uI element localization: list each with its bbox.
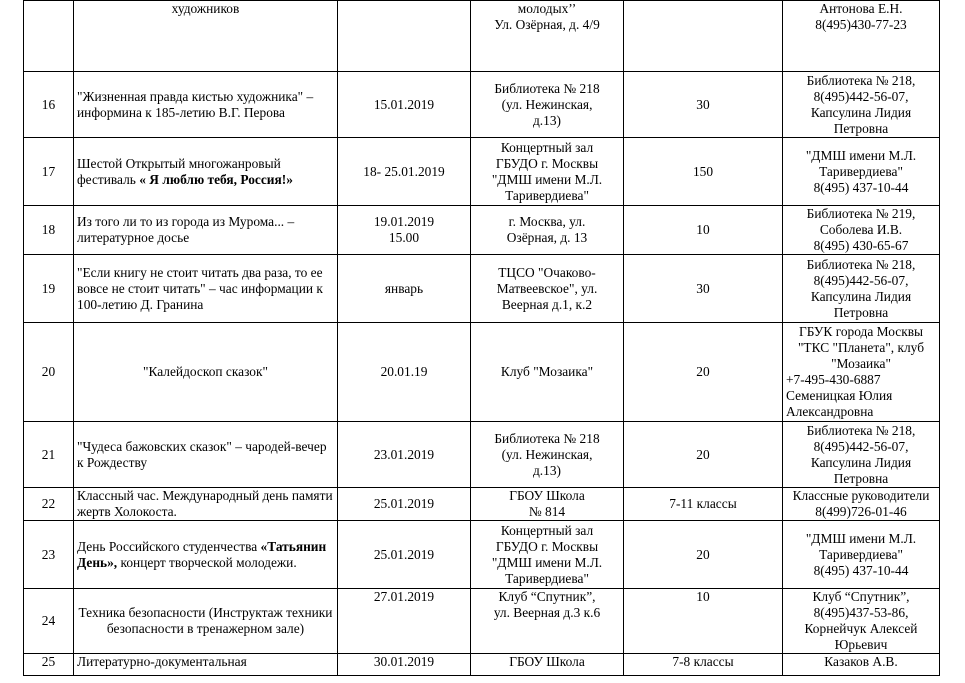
event-text: День Российского студенчества [77, 538, 261, 554]
cell-text: Таривердиева" [505, 187, 589, 203]
cell-text: 8(495) 437-10-44 [813, 562, 909, 578]
date-cell [338, 589, 471, 654]
cell-text: Капсулина Лидия [810, 454, 912, 470]
event-cell: "Калейдоскоп сказок" [74, 323, 338, 422]
cell-text: 23.01.2019 [373, 446, 435, 462]
cell-text: 8(495) 437-10-44 [813, 179, 909, 195]
event-cell: Классный час. Международный день памяти жертв Холокоста. [74, 488, 338, 521]
cell-text: 8(495)437-53-86, [813, 605, 909, 620]
table-row [24, 1, 940, 72]
cell-text: ТЦСО "Очаково- [498, 264, 596, 280]
date-cell [338, 422, 471, 488]
cell-text: молодых’’ [517, 1, 577, 16]
row-number: 25 [24, 654, 74, 676]
cell-text: 8(495)442-56-07, [813, 272, 909, 288]
cell-text: Казаков А.В. [824, 654, 898, 669]
cell-text: 8(495)442-56-07, [813, 88, 909, 104]
cell-text: ГБУК города Москвы [798, 324, 924, 339]
event-cell: Из того ли то из города из Мурома... – литературное досье [74, 206, 338, 255]
cell-text: январь [384, 280, 424, 296]
cell-text: "ДМШ имени М.Л. [805, 530, 917, 546]
place-cell [471, 323, 624, 422]
cell-text: Петровна [833, 470, 889, 486]
cell-text: Библиотека № 218, [806, 256, 916, 272]
event-cell: Техника безопасности (Инструктаж техники безопасности в тренажерном зале) [74, 589, 338, 654]
cell-text: Капсулина Лидия [810, 104, 912, 120]
cell-text: +7-495-430-6887 [786, 372, 881, 387]
date-cell [338, 488, 471, 521]
cell-text: "Мозаика" [831, 356, 891, 371]
event-cell: "Чудеса бажовских сказок" – чародей-вечер к Рождеству [74, 422, 338, 488]
cell-text: 15.00 [388, 230, 420, 245]
table-row [24, 206, 940, 255]
date-cell [338, 206, 471, 255]
cell-text: г. Москва, ул. [508, 214, 586, 229]
participants-cell: 10 [624, 589, 783, 654]
event-cell: художников [74, 1, 338, 72]
table-row [24, 255, 940, 323]
event-cell: "Жизненная правда кистью художника" – информина к 185-летию В.Г. Перова [74, 72, 338, 138]
cell-text: ГБОУ Школа [509, 488, 585, 503]
table-row [24, 488, 940, 521]
event-title-bold: « Я люблю тебя, Россия!» [139, 171, 293, 187]
date-cell [338, 255, 471, 323]
cell-text: 18- 25.01.2019 [363, 163, 445, 179]
row-number: 23 [24, 521, 74, 589]
cell-text: Библиотека № 219, [806, 206, 916, 221]
event-text: концерт творческой молодежи. [117, 554, 297, 570]
table-row [24, 323, 940, 422]
contact-cell [783, 255, 940, 323]
cell-text: "ДМШ имени М.Л. [805, 147, 917, 163]
row-number: 24 [24, 589, 74, 654]
event-cell [74, 521, 338, 589]
row-number: 21 [24, 422, 74, 488]
events-table [23, 0, 940, 676]
table-row [24, 138, 940, 206]
cell-text: Клуб “Спутник”, [812, 589, 910, 604]
participants-cell: 20 [624, 323, 783, 422]
contact-cell [783, 654, 940, 676]
cell-text: № 814 [528, 504, 566, 519]
cell-text: Библиотека № 218 [494, 80, 600, 96]
table-row [24, 72, 940, 138]
cell-text: 8(495)442-56-07, [813, 438, 909, 454]
table-row [24, 589, 940, 654]
row-number: 22 [24, 488, 74, 521]
cell-text: 27.01.2019 [373, 589, 435, 604]
contact-person [786, 372, 936, 420]
contact-cell [783, 323, 940, 422]
cell-text: ГБОУ Школа [509, 654, 585, 669]
cell-text: Библиотека № 218, [806, 72, 916, 88]
date-cell [338, 323, 471, 422]
date-cell [338, 72, 471, 138]
row-number: 20 [24, 323, 74, 422]
place-cell [471, 654, 624, 676]
date-cell [338, 521, 471, 589]
row-number: 18 [24, 206, 74, 255]
cell-text: Библиотека № 218 [494, 430, 600, 446]
cell-text: "ДМШ имени М.Л. [491, 171, 603, 187]
cell-text: Соболева И.В. [819, 222, 903, 237]
cell-text: Классные руководители [792, 488, 930, 503]
cell-text: Юрьевич [834, 637, 888, 652]
cell-text: 25.01.2019 [373, 496, 435, 511]
cell-text: Концертный зал [500, 139, 594, 155]
cell-text: (ул. Нежинская, [501, 446, 593, 462]
event-text: Шестой Открытый многожанровый фестиваль [77, 155, 281, 187]
contact-cell [783, 521, 940, 589]
participants-cell: 30 [624, 255, 783, 323]
contact-cell [783, 138, 940, 206]
contact-cell [783, 422, 940, 488]
cell-text: 20.01.19 [380, 364, 428, 379]
cell-text: ул. Веерная д.3 к.6 [493, 605, 601, 620]
cell-text: Капсулина Лидия [810, 288, 912, 304]
participants-cell: 7-8 классы [624, 654, 783, 676]
cell-text: (ул. Нежинская, [501, 96, 593, 112]
row-number: 16 [24, 72, 74, 138]
place-cell [471, 138, 624, 206]
cell-text: Библиотека № 218, [806, 422, 916, 438]
date-cell [338, 1, 471, 72]
cell-text: 30.01.2019 [373, 654, 435, 669]
place-cell [471, 72, 624, 138]
cell-text: Александровна [786, 404, 874, 419]
date-cell [338, 138, 471, 206]
cell-text: Таривердиева" [505, 570, 589, 586]
contact-cell [783, 206, 940, 255]
cell-text: Концертный зал [500, 522, 594, 538]
participants-cell: 10 [624, 206, 783, 255]
event-cell [74, 138, 338, 206]
participants-cell: 20 [624, 422, 783, 488]
place-cell [471, 488, 624, 521]
table-row [24, 422, 940, 488]
cell-text: Ул. Озёрная, д. 4/9 [494, 17, 600, 32]
cell-text: ГБУДО г. Москвы [495, 155, 599, 171]
cell-text: Семеницкая Юлия [786, 388, 893, 403]
place-cell [471, 255, 624, 323]
cell-text: д.13) [532, 112, 561, 128]
place-cell [471, 1, 624, 72]
participants-cell: 30 [624, 72, 783, 138]
cell-text: Озёрная, д. 13 [506, 230, 588, 245]
contact-cell [783, 488, 940, 521]
cell-text: Корнейчук Алексей [804, 621, 918, 636]
table-row [24, 521, 940, 589]
cell-text: Петровна [833, 304, 889, 320]
participants-cell: 7-11 классы [624, 488, 783, 521]
participants-cell: 150 [624, 138, 783, 206]
row-number: 19 [24, 255, 74, 323]
row-number [24, 1, 74, 72]
cell-text: Матвеевское", ул. [496, 280, 598, 296]
place-cell [471, 589, 624, 654]
cell-text: 8(495) 430-65-67 [813, 238, 909, 253]
cell-text: 8(499)726-01-46 [815, 504, 907, 519]
cell-text: Петровна [833, 120, 889, 136]
cell-text: Веерная д.1, к.2 [501, 296, 593, 312]
place-cell [471, 422, 624, 488]
event-title-bold: «Татьянин День», [77, 538, 327, 570]
cell-text: Клуб “Спутник”, [498, 589, 596, 604]
cell-text: 8(495)430-77-23 [815, 17, 907, 32]
date-cell [338, 654, 471, 676]
cell-text: Антонова Е.Н. [819, 1, 903, 16]
place-cell [471, 521, 624, 589]
event-cell: Литературно-документальная [74, 654, 338, 676]
place-cell [471, 206, 624, 255]
row-number: 17 [24, 138, 74, 206]
cell-text: "ДМШ имени М.Л. [491, 554, 603, 570]
cell-text: ГБУДО г. Москвы [495, 538, 599, 554]
contact-cell [783, 1, 940, 72]
cell-text: Таривердиева" [819, 546, 903, 562]
contact-cell [783, 72, 940, 138]
cell-text: д.13) [532, 462, 561, 478]
cell-text: 25.01.2019 [373, 546, 435, 562]
participants-cell [624, 1, 783, 72]
cell-text: 19.01.2019 [373, 214, 435, 229]
contact-cell [783, 589, 940, 654]
cell-text: Клуб "Мозаика" [500, 364, 594, 379]
cell-text: 15.01.2019 [373, 96, 435, 112]
event-cell: "Если книгу не стоит читать два раза, то ее вовсе не стоит читать" – час информации к 100-летию Д. Гранина [74, 255, 338, 323]
contact-org [786, 324, 936, 372]
cell-text: Таривердиева" [819, 163, 903, 179]
table-row [24, 654, 940, 676]
cell-text: "ТКС "Планета", клуб [797, 340, 925, 355]
participants-cell: 20 [624, 521, 783, 589]
